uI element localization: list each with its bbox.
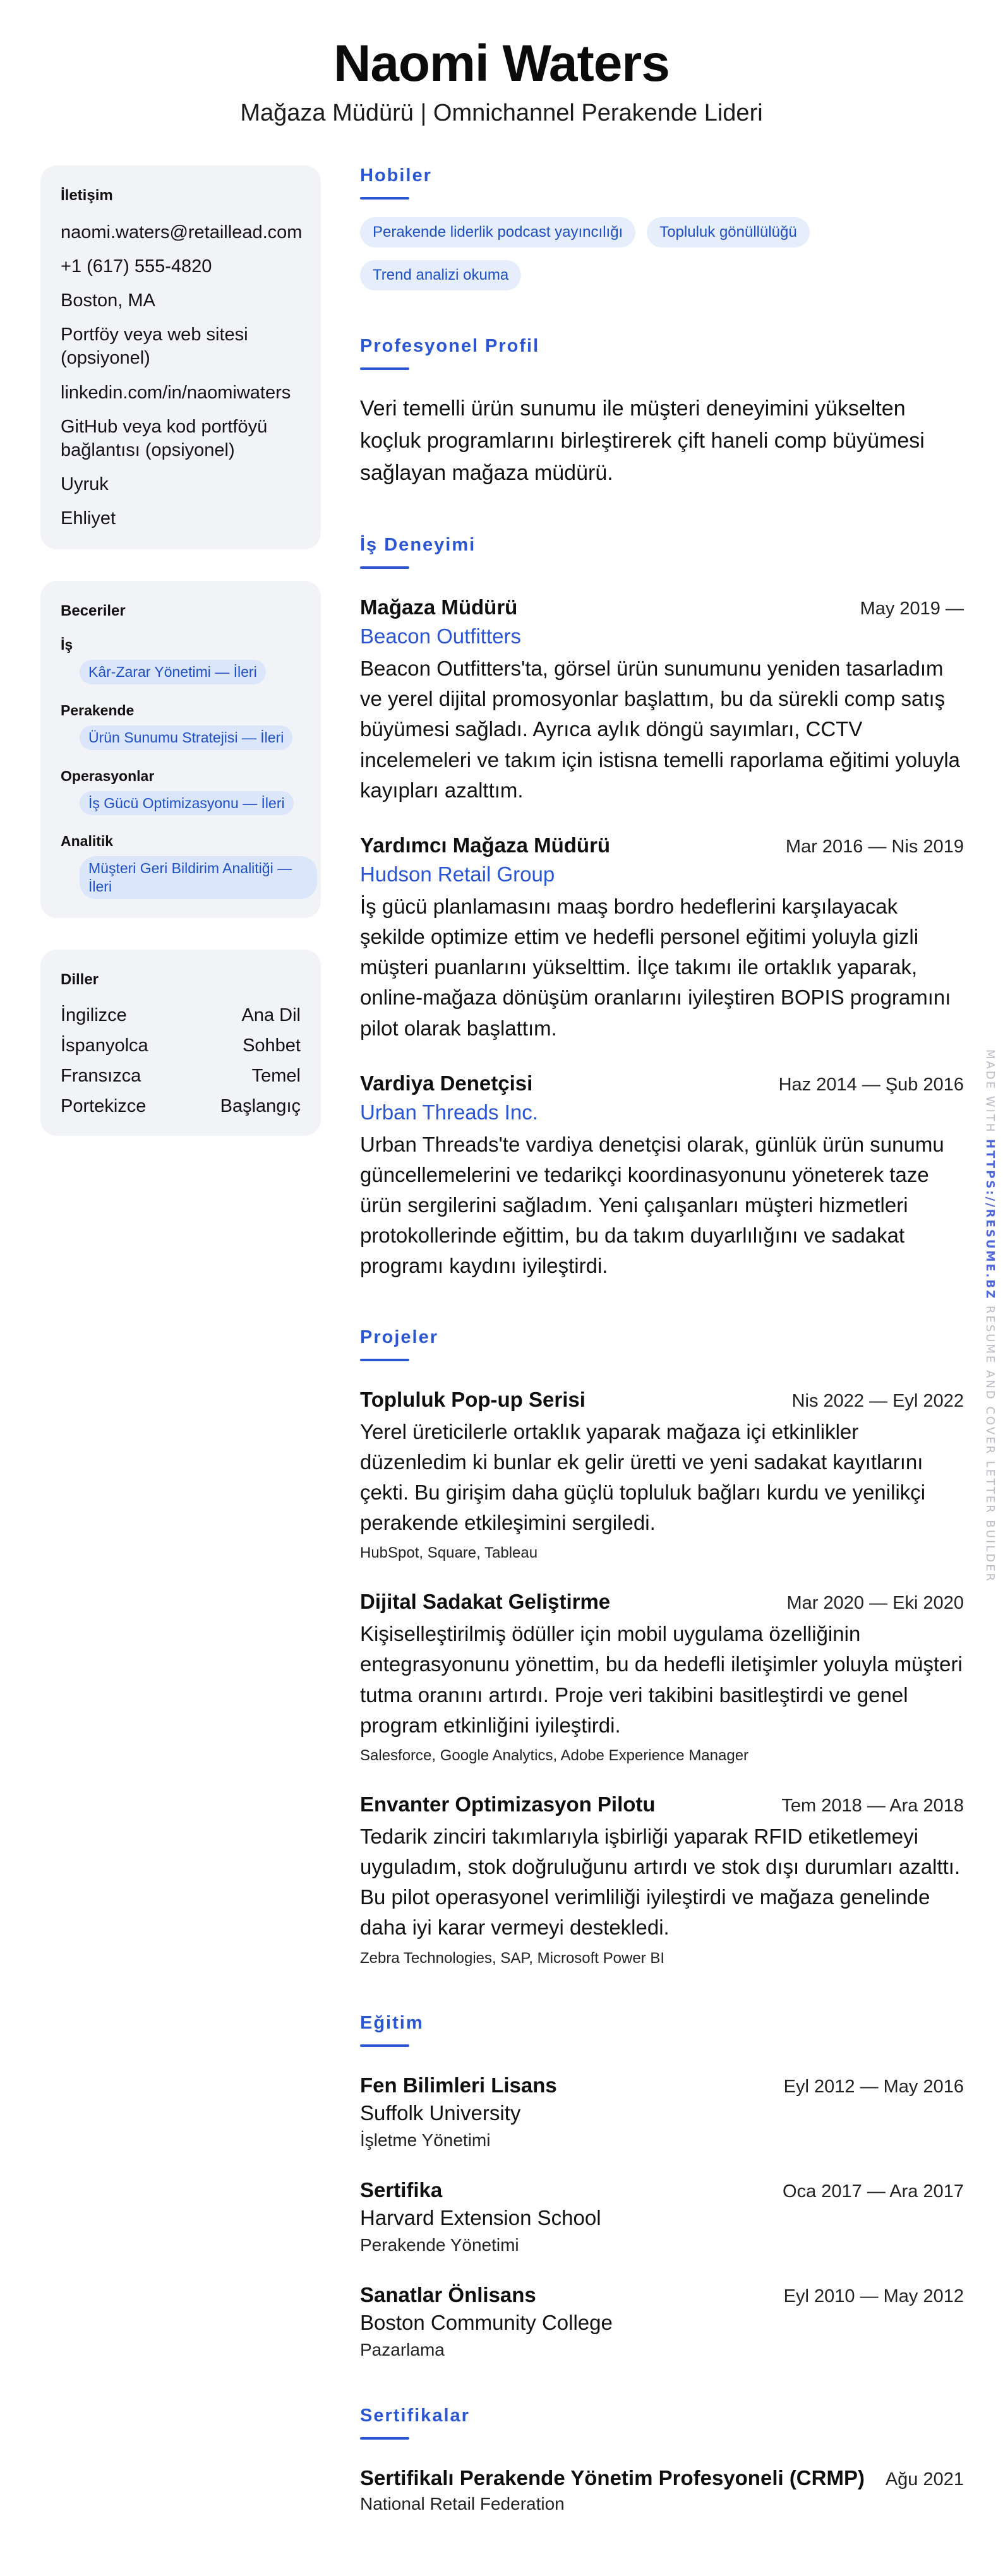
watermark-prefix: MADE WITH	[983, 1049, 997, 1134]
experience-entry	[360, 833, 964, 1044]
job-title: Vardiya Denetçisi	[360, 1071, 533, 1095]
section-divider	[360, 566, 409, 569]
experience-section	[360, 535, 964, 1282]
project-description: Kişiselleştirilmiş ödüller için mobil uygulama özelliğinin entegrasyonunu yönettim, bu da hedefli iletişimler yoluyla müşteri tutma oranını artırdı. Proje veri takibini basitleştirdi ve genel program etkinliğini iyileştirdi.	[360, 1622, 963, 1737]
project-title: Topluluk Pop-up Serisi	[360, 1387, 586, 1411]
skill-pill: İş Gücü Optimizasyonu — İleri	[80, 791, 294, 816]
project-entry	[360, 1590, 964, 1765]
profile-summary: Veri temelli ürün sunumu ile müşteri deneyimini yükselten koçluk programlarını birleştirerek çift haneli comp büyümesi sağlayan mağaza müdürü.	[360, 397, 925, 485]
project-date: Mar 2020 — Eki 2020	[786, 1593, 964, 1614]
project-entry	[360, 1792, 964, 1967]
language-level: Sohbet	[243, 1035, 301, 1056]
language-name: Portekizce	[61, 1095, 147, 1116]
builder-watermark	[983, 1049, 997, 1583]
skill-group	[61, 702, 301, 750]
education-section	[360, 2013, 964, 2360]
field-of-study: İşletme Yönetimi	[360, 2130, 491, 2150]
field-of-study: Perakende Yönetimi	[360, 2234, 519, 2255]
experience-entry	[360, 1071, 964, 1282]
project-title: Dijital Sadakat Geliştirme	[360, 1590, 611, 1614]
job-description: İş gücü planlamasını maaş bordro hedeflerini karşılayacak şekilde optimize ettim ve hedefli personel eğitimi yoluyla gizli müşteri puanlarını yükselttim. İlçe takımı ile ortaklık yaparak, online-mağaza dönüşüm oranlarını iyileştiren BOPIS programını pilot olarak başlattım.	[360, 894, 951, 1040]
hobby-pill: Perakende liderlik podcast yayıncılığı	[360, 217, 635, 247]
certification-issuer: National Retail Federation	[360, 2493, 565, 2513]
experience-entry	[360, 595, 964, 806]
degree-title: Sanatlar Önlisans	[360, 2282, 536, 2306]
section-divider	[360, 2044, 409, 2047]
section-heading: İş Deneyimi	[360, 535, 476, 555]
watermark-text	[983, 1049, 997, 1583]
degree-title: Sertifika	[360, 2178, 443, 2202]
contact-nationality: Uyruk	[61, 474, 109, 494]
company-name: Urban Threads Inc.	[360, 1100, 538, 1124]
section-divider	[360, 2437, 409, 2440]
project-tools: Salesforce, Google Analytics, Adobe Experience Manager	[360, 1746, 749, 1764]
skill-category: Operasyonlar	[61, 767, 155, 784]
section-divider	[360, 197, 409, 200]
section-heading: Hobiler	[360, 165, 432, 186]
hobby-list	[360, 217, 903, 290]
section-divider	[360, 367, 409, 370]
job-date: Haz 2014 — Şub 2016	[778, 1074, 964, 1095]
skill-category: Analitik	[61, 833, 114, 850]
project-description: Tedarik zinciri takımlarıyla işbirliği yaparak RFID etiketlemeyi uyguladım, stok doğruluğunu artırdı ve stok dışı durumları azalttı. Bu pilot operasyonel verimliliği iyileştirdi ve mağaza genelinde daha iyi karar vermeyi destekledi.	[360, 1824, 961, 1940]
skills-card	[40, 581, 321, 918]
certification-title: Sertifikalı Perakende Yönetim Profesyoneli (CRMP)	[360, 2466, 865, 2490]
section-heading: Projeler	[360, 1327, 438, 1347]
sidebar	[40, 165, 321, 1167]
candidate-title: Mağaza Müdürü | Omnichannel Perakende Lideri	[240, 100, 763, 127]
contact-card	[40, 165, 321, 549]
education-date: Eyl 2010 — May 2012	[783, 2286, 964, 2306]
watermark-link[interactable]: HTTPS://RESUME.BZ	[983, 1139, 997, 1301]
skills-heading: Beceriler	[61, 602, 126, 620]
degree-title: Fen Bilimleri Lisans	[360, 2073, 557, 2097]
hobbies-section	[360, 165, 964, 290]
project-date: Tem 2018 — Ara 2018	[781, 1795, 964, 1816]
skill-pill: Ürün Sunumu Stratejisi — İleri	[80, 725, 292, 750]
section-divider	[360, 1359, 409, 1361]
main-content	[360, 165, 964, 2514]
skill-group	[61, 768, 301, 816]
project-date: Nis 2022 — Eyl 2022	[791, 1390, 964, 1411]
section-heading: Eğitim	[360, 2012, 424, 2033]
skill-pill: Müşteri Geri Bildirim Analitiği — İleri	[80, 856, 317, 899]
job-title: Mağaza Müdürü	[360, 595, 518, 619]
section-heading: Sertifikalar	[360, 2405, 470, 2426]
hobby-pill: Trend analizi okuma	[360, 260, 521, 290]
education-entry	[360, 2283, 964, 2360]
contact-heading: İletişim	[61, 187, 113, 204]
project-tools: Zebra Technologies, SAP, Microsoft Power BI	[360, 1949, 665, 1967]
language-name: Fransızca	[61, 1065, 141, 1086]
skill-group	[61, 833, 301, 899]
skill-group	[61, 636, 301, 684]
contact-github: GitHub veya kod portföyü bağlantısı (opsiyonel)	[61, 416, 268, 460]
projects-section	[360, 1327, 964, 1967]
language-row	[61, 1005, 301, 1026]
language-level: Başlangıç	[220, 1095, 301, 1116]
company-name: Hudson Retail Group	[360, 862, 555, 886]
school-name: Boston Community College	[360, 2310, 613, 2334]
watermark-suffix: RESUME AND COVER LETTER BUILDER	[983, 1306, 997, 1583]
contact-license: Ehliyet	[61, 508, 116, 528]
language-row	[61, 1066, 301, 1087]
language-name: İngilizce	[61, 1005, 127, 1025]
project-title: Envanter Optimizasyon Pilotu	[360, 1792, 656, 1816]
project-tools: HubSpot, Square, Tableau	[360, 1544, 538, 1562]
certifications-section	[360, 2406, 964, 2514]
contact-linkedin[interactable]: linkedin.com/in/naomiwaters	[61, 382, 291, 403]
company-name: Beacon Outfitters	[360, 624, 521, 648]
contact-email[interactable]: naomi.waters@retaillead.com	[61, 222, 303, 242]
certification-entry	[360, 2466, 964, 2514]
school-name: Harvard Extension School	[360, 2205, 601, 2229]
field-of-study: Pazarlama	[360, 2339, 445, 2359]
contact-portfolio: Portföy veya web sitesi (opsiyonel)	[61, 325, 248, 369]
certification-date: Ağu 2021	[885, 2469, 964, 2490]
language-level: Temel	[251, 1065, 301, 1086]
education-entry	[360, 2073, 964, 2150]
job-date: May 2019 —	[860, 599, 964, 619]
school-name: Suffolk University	[360, 2101, 521, 2125]
hobby-pill: Topluluk gönüllülüğü	[647, 217, 810, 247]
language-row	[61, 1096, 301, 1117]
job-date: Mar 2016 — Nis 2019	[785, 836, 964, 857]
languages-card	[40, 950, 321, 1136]
education-entry	[360, 2178, 964, 2255]
profile-section	[360, 336, 964, 489]
job-description: Urban Threads'te vardiya denetçisi olarak, günlük ürün sunumu güncellemelerini ve tedarikçi koordinasyonunu yöneterek taze ürün sergilerini sağladım. Yeni çalışanları müşteri hizmetleri protokollerinde eğittim, bu da takım duyarlılığını ve sadakat programı kaydını iyileştirdi.	[360, 1132, 944, 1278]
section-heading: Profesyonel Profil	[360, 336, 540, 356]
candidate-name: Naomi Waters	[333, 35, 670, 92]
skill-category: İş	[61, 636, 73, 653]
project-entry	[360, 1388, 964, 1563]
skill-pill: Kâr-Zarar Yönetimi — İleri	[80, 660, 266, 684]
education-date: Oca 2017 — Ara 2017	[783, 2181, 964, 2202]
project-description: Yerel üreticilerle ortaklık yaparak mağaza içi etkinlikler düzenledim ki bunlar ek gelir üretti ve yeni sadakat kayıtlarını çekti. Bu girişim daha güçlü topluluk bağları kurdu ve yenilikçi perakende etkileşimini sergiledi.	[360, 1419, 926, 1535]
contact-location: Boston, MA	[61, 290, 155, 311]
job-description: Beacon Outfitters'ta, görsel ürün sunumunu yeniden tasarladım ve yerel dijital promosyonlar başlattım, bu da sürekli comp satış büyümesi sağladı. Ayrıca aylık döngü sayımları, CCTV incelemeleri ve takım için istisna temelli raporlama eğitimi yoluyla kayıpları azalttım.	[360, 657, 961, 802]
language-row	[61, 1035, 301, 1056]
skill-category: Perakende	[61, 701, 135, 719]
job-title: Yardımcı Mağaza Müdürü	[360, 833, 611, 857]
language-level: Ana Dil	[241, 1005, 301, 1025]
resume-header	[0, 37, 1003, 127]
contact-phone[interactable]: +1 (617) 555-4820	[61, 256, 212, 277]
language-name: İspanyolca	[61, 1035, 148, 1056]
education-date: Eyl 2012 — May 2016	[783, 2076, 964, 2097]
languages-heading: Diller	[61, 970, 99, 988]
